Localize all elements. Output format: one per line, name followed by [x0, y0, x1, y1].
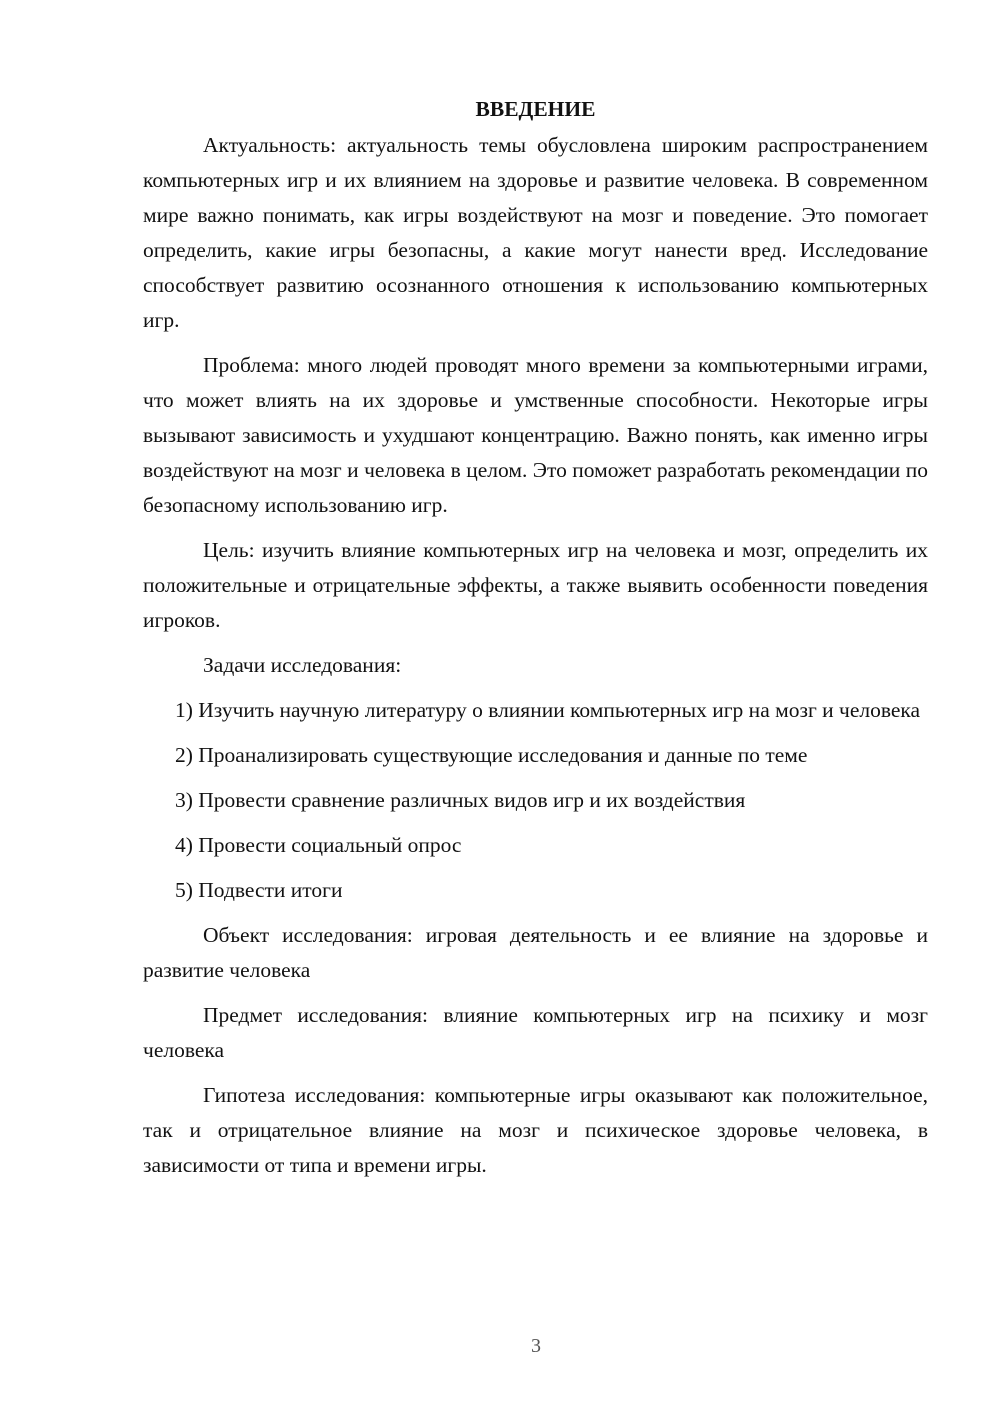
- hypothesis-paragraph: Гипотеза исследования: компьютерные игры оказывают как положительное, так и отрицательное влияние на мозг и психическое здоровье человека, в зависимости от типа и времени игры.: [143, 1083, 928, 1177]
- page-number: 3: [531, 1335, 541, 1357]
- tasks-heading: Задачи исследования:: [203, 653, 402, 677]
- task-item-3: 3) Провести сравнение различных видов игр и их воздействия: [175, 788, 746, 812]
- page-title: ВВЕДЕНИЕ: [475, 97, 596, 121]
- problem-paragraph: Проблема: много людей проводят много времени за компьютерными играми, что может влиять на их здоровье и умственные способности. Некоторые игры вызывают зависимость и ухудшают концентрацию. Важно понять, как именно игры воздействуют на мозг и человека в целом. Это поможет разработать рекомендации по безопасному использованию игр.: [143, 353, 928, 517]
- subject-paragraph: Предмет исследования: влияние компьютерных игр на психику и мозг человека: [143, 1003, 928, 1062]
- task-item-5: 5) Подвести итоги: [175, 878, 343, 902]
- relevance-paragraph: Актуальность: актуальность темы обусловлена широким распространением компьютерных игр и их влиянием на здоровье и развитие человека. В современном мире важно понимать, как игры воздействуют на мозг и поведение. Это помогает определить, какие игры безопасны, а какие могут нанести вред. Исследование способствует развитию осознанного отношения к использованию компьютерных игр.: [143, 133, 928, 332]
- task-item-1: 1) Изучить научную литературу о влиянии компьютерных игр на мозг и человека: [175, 698, 921, 722]
- task-item-2: 2) Проанализировать существующие исследования и данные по теме: [175, 743, 808, 767]
- goal-paragraph: Цель: изучить влияние компьютерных игр на человека и мозг, определить их положительные и отрицательные эффекты, а также выявить особенности поведения игроков.: [143, 538, 928, 632]
- object-paragraph: Объект исследования: игровая деятельность и ее влияние на здоровье и развитие человека: [143, 923, 928, 982]
- document-body: [143, 92, 928, 1193]
- task-item-4: 4) Провести социальный опрос: [175, 833, 462, 857]
